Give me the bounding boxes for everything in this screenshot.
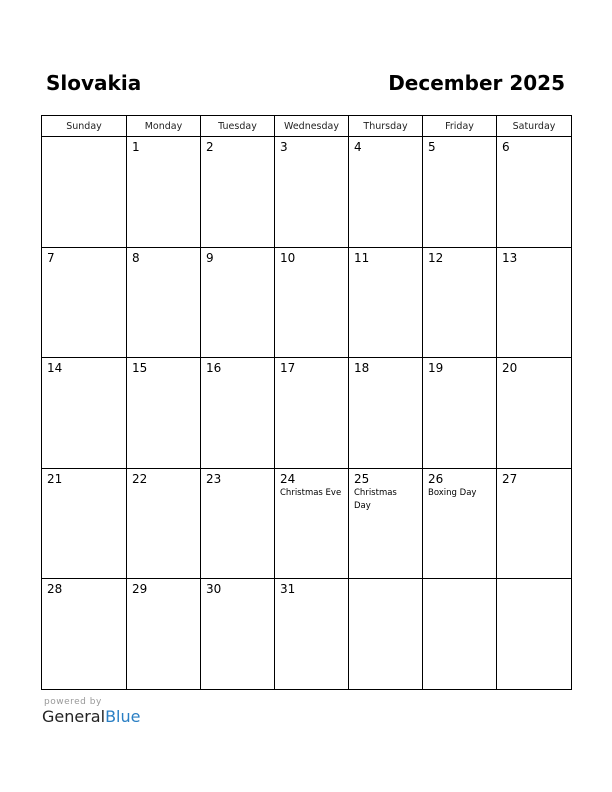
day-cell [127,247,201,358]
weekday-header-tuesday: Tuesday [201,116,275,137]
day-number: 12 [428,250,444,265]
weekday-header-wednesday: Wednesday [275,116,349,137]
day-cell [201,137,275,248]
day-number: 14 [47,361,63,375]
day-cell [42,358,127,469]
day-cell [42,137,127,248]
day-number: 8 [132,250,140,265]
day-cell [42,468,127,579]
day-cell [423,137,497,248]
day-number: 31 [280,582,296,596]
day-cell [275,137,349,248]
calendar-grid [41,115,572,690]
weekday-header-thursday: Thursday [349,116,423,137]
day-cell [201,358,275,469]
logo-general: General [42,707,106,726]
day-number: 3 [280,140,288,154]
week-row [42,468,572,579]
day-number: 28 [47,582,63,596]
day-number: 20 [502,361,518,375]
week-row [42,137,572,248]
holiday-label: Boxing Day [428,487,477,498]
day-number: 18 [354,361,370,375]
day-number: 27 [502,471,518,486]
day-number: 15 [132,361,148,375]
day-cell [201,247,275,358]
logo-blue: Blue [105,707,141,726]
day-number: 24 [280,471,296,486]
day-number: 19 [428,361,444,375]
holiday-label: Christmas Day [354,487,397,511]
day-cell [127,579,201,690]
day-cell [275,247,349,358]
day-cell [497,137,572,248]
day-cell [127,137,201,248]
day-cell [497,358,572,469]
day-cell [275,579,349,690]
weekday-header-row [42,116,572,137]
day-number: 30 [206,582,222,596]
day-number: 2 [206,140,214,154]
powered-by-label: powered by [44,697,102,707]
day-number: 26 [428,471,444,486]
day-cell [349,579,423,690]
day-number: 17 [280,361,296,375]
day-cell [423,468,497,579]
day-cell [497,579,572,690]
day-number: 5 [428,140,436,154]
day-number: 10 [280,250,296,265]
day-cell [497,468,572,579]
weekday-header-monday: Monday [127,116,201,137]
day-cell [201,468,275,579]
week-row [42,358,572,469]
day-cell [349,358,423,469]
day-number: 1 [132,140,140,154]
generalblue-logo [42,707,140,726]
day-number: 7 [47,250,55,265]
day-cell [349,137,423,248]
day-cell [349,468,423,579]
day-number: 23 [206,471,222,486]
day-number: 11 [354,250,370,265]
country-title: Slovakia [46,71,142,95]
day-number: 21 [47,471,63,486]
week-row [42,247,572,358]
weekday-header-saturday: Saturday [497,116,572,137]
day-number: 6 [502,140,510,154]
weekday-header-friday: Friday [423,116,497,137]
day-number: 25 [354,471,370,486]
week-row [42,579,572,690]
weekday-header-sunday: Sunday [42,116,127,137]
day-cell [423,579,497,690]
day-number: 22 [132,471,148,486]
day-number: 13 [502,250,518,265]
day-cell [497,247,572,358]
day-cell [275,468,349,579]
day-number: 16 [206,361,222,375]
day-cell [127,358,201,469]
day-number: 9 [206,250,214,265]
day-number: 4 [354,140,362,154]
day-cell [201,579,275,690]
day-cell [423,358,497,469]
day-cell [127,468,201,579]
holiday-label: Christmas Eve [280,487,342,498]
month-title: December 2025 [388,71,565,95]
day-number: 29 [132,582,148,596]
day-cell [349,247,423,358]
day-cell [42,247,127,358]
day-cell [42,579,127,690]
day-cell [423,247,497,358]
day-cell [275,358,349,469]
